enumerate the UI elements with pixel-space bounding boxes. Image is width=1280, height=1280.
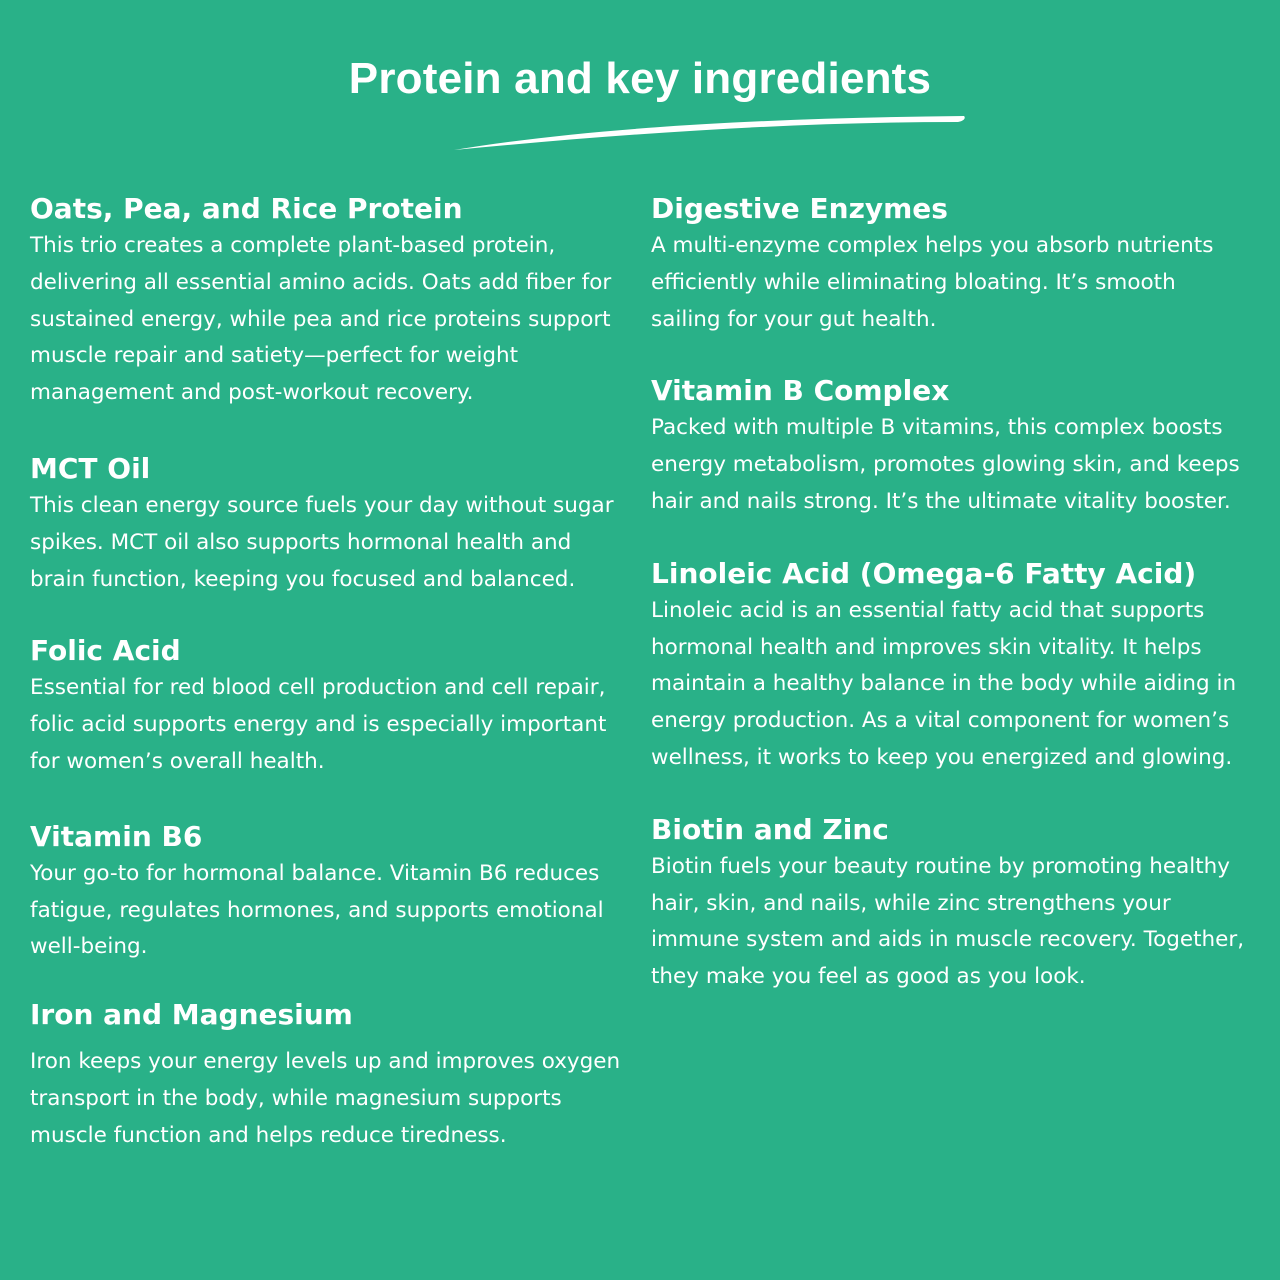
- ingredient-vitamin-b6: [30, 818, 630, 966]
- ingredient-oats-pea-rice-protein: [30, 190, 630, 412]
- ingredient-mct-oil: [30, 450, 630, 598]
- brush-stroke-underline-icon: [450, 108, 970, 156]
- ingredient-heading: Vitamin B Complex: [651, 374, 950, 408]
- ingredient-description: Linoleic acid is an essential fatty acid that supports hormonal health and improves skin vitality. It helps maintain a healthy balance in the body while aiding in energy production. As a vital component for women’s wellness, it works to keep you energized and glowing.: [651, 597, 1237, 770]
- ingredient-description: Iron keeps your energy levels up and improves oxygen transport in the body, while magnesium supports muscle function and helps reduce tiredness.: [30, 1049, 621, 1148]
- ingredient-description: This clean energy source fuels your day without sugar spikes. MCT oil also supports hormonal health and brain function, keeping you focused and balanced.: [30, 492, 614, 592]
- ingredient-iron-magnesium: [30, 996, 630, 1154]
- ingredient-description: Your go-to for hormonal balance. Vitamin B6 reduces fatigue, regulates hormones, and supports emotional well-being.: [30, 860, 604, 960]
- ingredient-heading: Vitamin B6: [30, 819, 203, 853]
- ingredient-heading: Oats, Pea, and Rice Protein: [30, 192, 463, 225]
- ingredient-description: This trio creates a complete plant-based protein, delivering all essential amino acids. Oats add fiber for sustained energy, while pea and rice proteins support muscle repair and satiety—perfect for weight management and post-workout recovery.: [30, 233, 612, 406]
- ingredient-heading: Iron and Magnesium: [30, 998, 353, 1032]
- ingredient-heading: Digestive Enzymes: [651, 192, 948, 225]
- ingredient-heading: Biotin and Zinc: [651, 812, 889, 846]
- ingredient-description: A multi-enzyme complex helps you absorb nutrients efficiently while eliminating bloating. It’s smooth sailing for your gut health.: [651, 233, 1214, 332]
- ingredient-heading: Linoleic Acid (Omega-6 Fatty Acid): [651, 556, 1197, 590]
- ingredient-description: Packed with multiple B vitamins, this complex boosts energy metabolism, promotes glowing skin, and keeps hair and nails strong. It’s the ultimate vitality booster.: [651, 415, 1240, 514]
- ingredient-biotin-zinc: [651, 811, 1251, 996]
- page-title: Protein and key ingredients: [348, 54, 932, 103]
- ingredient-digestive-enzymes: [651, 190, 1251, 338]
- ingredient-heading: Folic Acid: [30, 634, 181, 668]
- ingredient-heading: MCT Oil: [30, 451, 151, 485]
- ingredient-description: Essential for red blood cell production and cell repair, folic acid supports energy and is especially important for women’s overall health.: [30, 675, 607, 774]
- ingredient-linoleic-acid: [651, 555, 1251, 777]
- right-column: [651, 190, 1251, 996]
- ingredient-vitamin-b-complex: [651, 372, 1251, 520]
- ingredient-description: Biotin fuels your beauty routine by promoting healthy hair, skin, and nails, while zinc strengthens your immune system and aids in muscle recovery. Together, they make you feel as good as you look.: [651, 853, 1245, 990]
- ingredient-folic-acid: [30, 632, 630, 780]
- left-column: [30, 190, 630, 1155]
